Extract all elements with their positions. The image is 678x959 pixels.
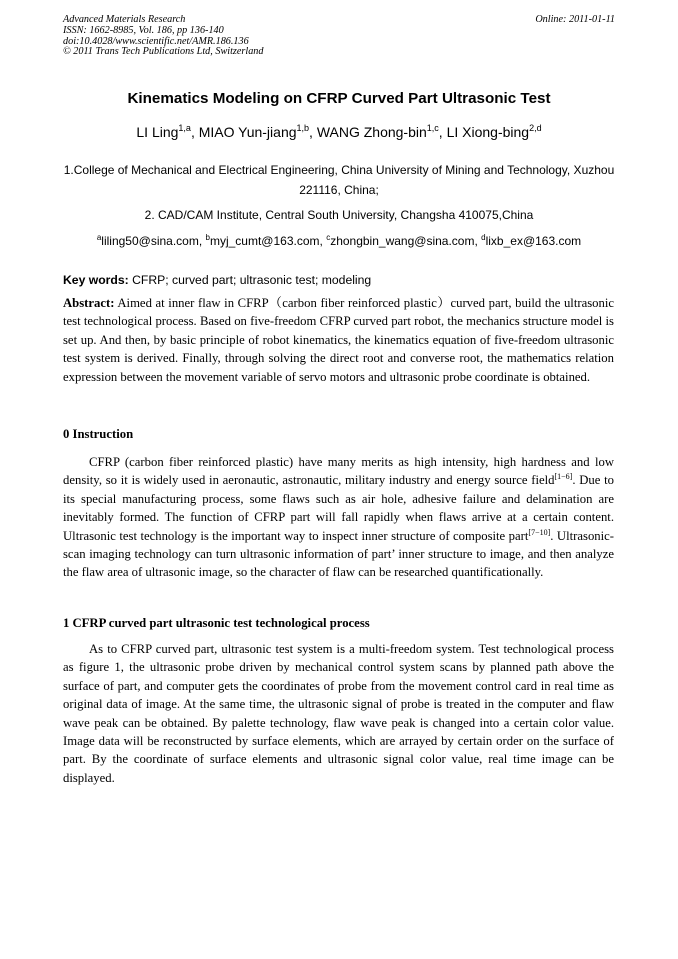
author-affiliation-mark: 1,c [426,123,439,133]
author-affiliation-mark: 2,d [529,123,542,133]
author-list [0,124,678,140]
email-address: myj_cumt@163.com [209,234,320,248]
section-paragraph: As to CFRP curved part, ultrasonic test system is a multi-freedom system. Test technological process as figure 1, the ultrasonic probe driven by mechanical control system scans by planned path above the surface of part, and computer gets the coordinates of probe from the movement control card in real time as original data of image. At the same time, the ultrasonic signal of probe is treated in the computer and flaw wave peak can be obtained. By palette technology, flaw wave peak is changed into a certain color value. Image data will be reconstructed by surface elements, which are arrayed by certain order on the surface of part. By the coordinate of surface elements and ultrasonic signal color value, real time image can be displayed. [63,642,614,785]
paper-title: Kinematics Modeling on CFRP Curved Part Ultrasonic Test [127,90,551,107]
section-paragraph [63,453,614,582]
author-affiliation-mark: 1,a [178,123,191,133]
paragraph-text: . Ultrasonic-scan imaging technology can turn ultrasonic information of part’ inner structure to image, and then analyze the flaw area of ultrasonic image, so the character of flaw can be researched quantificationally. [63,528,615,580]
author-name: WANG Zhong-bin [316,124,427,140]
keywords-label: Key words: [63,273,129,287]
doi-line: doi:10.4028/www.scientific.net/AMR.186.136 [63,35,249,47]
keywords-text: CFRP; curved part; ultrasonic test; modeling [128,273,372,287]
author-separator: , [190,124,199,140]
email-separator: , [319,234,327,248]
email-address: zhongbin_wang@sina.com [330,234,475,248]
citation: [7−10] [528,527,551,537]
affiliation-2: 2. CAD/CAM Institute, Central South University, Changsha 410075,China [144,208,534,222]
author-affiliation-mark: 1,b [296,123,310,133]
author-name: LI Ling [136,124,179,140]
email-address: lixb_ex@163.com [485,234,582,248]
email-mark: d [481,233,486,242]
abstract [63,294,614,386]
copyright-line: © 2011 Trans Tech Publications Ltd, Switzerland [63,46,264,58]
author-separator: , [309,124,317,140]
email-address: liling50@sina.com [101,234,199,248]
journal-header [63,15,615,58]
section-heading: 0 Instruction [63,427,134,441]
affiliation-1: 1.College of Mechanical and Electrical Engineering, China University of Mining and Technology, Xuzhou 221116, China; [63,163,615,197]
citation: [1−6] [554,472,573,482]
paragraph-text: CFRP (carbon fiber reinforced plastic) have many merits as high intensity, high hardness and low density, so it is widely used in aeronautic, astronautic, military industry and energy source field [63,455,614,488]
author-name: MIAO Yun-jiang [198,124,297,140]
email-separator: , [474,234,482,248]
issn-line: ISSN: 1662-8985, Vol. 186, pp 136-140 [63,24,224,36]
email-mark: b [205,233,210,242]
email-mark: a [96,233,102,242]
keywords [63,271,615,289]
section-heading: 1 CFRP curved part ultrasonic test technological process [63,616,370,630]
email-list [63,232,615,250]
author-name: LI Xiong-bing [446,124,530,140]
paragraph-text: . Due to its special manufacturing process, some flaws such as air hole, adhesive failure and delamination are inevitably formed. The function of CFRP part will fall rapidly when flaws arrive at a certain content. Ultrasonic test technology is the important way to inspect inner structure of composite part [63,473,615,543]
email-mark: c [326,233,331,242]
journal-name: Advanced Materials Research [63,14,186,25]
author-separator: , [438,124,447,140]
email-separator: , [198,234,206,248]
abstract-label: Abstract: [63,296,115,310]
online-date: Online: 2011-01-11 [535,14,615,25]
abstract-text: Aimed at inner flaw in CFRP（carbon fiber reinforced plastic）curved part, build the ultrasonic test technological process. Based on five-freedom CFRP curved part robot, the mechanics structure model is set up. And then, by basic principle of robot kinematics, the kinematics equation of five-freedom ultrasonic test system is derived. Finally, through solving the direct root and converse root, the mathematics relation expression between the movement variable of servo motors and ultrasonic probe coordinate is obtained. [63,296,614,384]
